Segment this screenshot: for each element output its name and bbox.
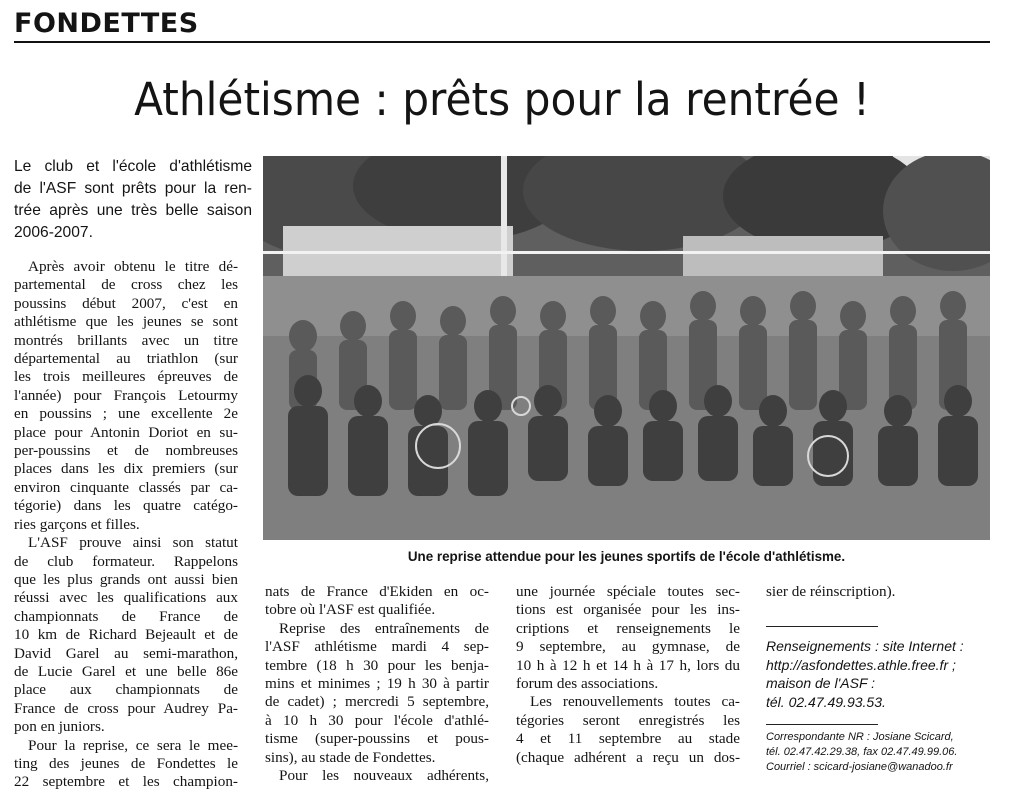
lead-line: trée après une très belle saison <box>14 202 252 219</box>
contact-line: Correspondante NR : Josiane Scicard, <box>766 731 954 743</box>
text-line: L'ASF prouve ainsi son statut <box>28 534 238 552</box>
text-line: (chaque adhérent a reçu un dos- <box>516 748 740 766</box>
text-line: championnats de France de <box>14 607 238 625</box>
text-line: Après avoir obtenu le titre dé- <box>28 258 238 275</box>
text-line: partemental de cross chez les <box>14 276 238 294</box>
article-headline: Athlétisme : prêts pour la rentrée ! <box>134 73 870 126</box>
photo-illustration <box>263 156 990 540</box>
text-line: montrés brillants avec un titre <box>14 331 238 349</box>
lead-line: de l'ASF sont prêts pour la ren- <box>14 180 252 197</box>
text-line: David Garel au semi-marathon, <box>14 644 238 662</box>
text-line: tembre (18 h 30 pour les benja- <box>265 656 489 674</box>
text-line: nats de France d'Ekiden en oc- <box>265 583 489 600</box>
lead-line: Le club et l'école d'athlétisme <box>14 158 252 175</box>
article-column-1 <box>14 258 238 792</box>
text-line: à 10 h 30 pour l'école d'athlé- <box>265 711 489 729</box>
text-line: tobre où l'ASF est qualifiée. <box>265 601 436 619</box>
text-line: places dans les dix premiers (sur <box>14 460 238 478</box>
article-column-3 <box>516 583 740 767</box>
text-line: tisme (super-poussins et pous- <box>265 730 489 748</box>
text-line: environ cinquante classés par ca- <box>14 478 238 496</box>
contact-line: Courriel : scicard-josiane@wanadoo.fr <box>766 761 953 773</box>
text-line: 4 et 11 septembre au stade <box>516 730 740 748</box>
text-line: forum des associations. <box>516 675 659 693</box>
text-line: poussins début 2007, c'est en <box>14 294 238 312</box>
text-line: Pour les nouveaux adhérents, <box>279 767 489 785</box>
text-line: départemental au triathlon (sur <box>14 350 238 368</box>
text-line: de club formateur. Rappelons <box>14 552 238 570</box>
text-line: de Lucie Garel et une belle 86e <box>14 662 238 680</box>
text-line: tégorie) dans les quatre catégo- <box>14 497 238 515</box>
section-title: FONDETTES <box>14 8 199 39</box>
text-line: Pour la reprise, ce sera le mee- <box>28 736 238 754</box>
contact-rule <box>766 724 878 725</box>
text-line: ting des jeunes de Fondettes le <box>14 754 238 772</box>
text-line: place aux championnats de <box>14 681 238 699</box>
group-photo <box>263 156 990 540</box>
text-line: France de cross pour Audrey Pa- <box>14 699 238 717</box>
text-line: les trois meilleures épreuves de <box>14 368 238 386</box>
text-line: réussi avec les qualifications aux <box>14 589 238 607</box>
text-line: en poussins ; une excellente 2e <box>14 405 238 423</box>
text-line: sins), au stade de Fondettes. <box>265 748 436 766</box>
section-rule <box>14 41 990 43</box>
info-line: Renseignements : site Internet : <box>766 638 964 654</box>
info-line: maison de l'ASF : <box>766 675 876 691</box>
lead-line: 2006-2007. <box>14 224 93 241</box>
info-box <box>766 637 992 711</box>
text-line: tégories seront enregistrés les <box>516 711 740 729</box>
info-link: http://asfondettes.athle.free.fr ; <box>766 656 956 673</box>
text-line: sier de réinscription). <box>766 583 896 600</box>
text-line: mins et minimes ; 19 h 30 à partir <box>265 675 489 693</box>
text-line: ries garçons et filles. <box>14 515 140 533</box>
text-line: l'année) pour François Letourmy <box>14 386 238 404</box>
text-line: 10 h à 12 h et 14 h à 17 h, lors du <box>516 656 740 674</box>
text-line: per-poussins et de nombreuses <box>14 442 238 460</box>
text-line: une journée spéciale toutes sec- <box>516 583 740 600</box>
text-line: tions est organisée pour les ins- <box>516 601 740 619</box>
text-line: que les plus grands ont aussi bien <box>14 570 238 588</box>
text-line: criptions et renseignements le <box>516 619 740 637</box>
text-line: Les renouvellements toutes ca- <box>530 693 740 711</box>
contact-line: tél. 02.47.42.29.38, fax 02.47.49.99.06. <box>766 746 958 758</box>
article-column-4 <box>766 583 990 601</box>
article-column-2 <box>265 583 489 785</box>
info-rule-top <box>766 626 878 627</box>
correspondent-contact <box>766 730 992 775</box>
text-line: 10 km de Richard Bejeault et de <box>14 626 238 644</box>
photo-caption: Une reprise attendue pour les jeunes sportifs de l'école d'athlétisme. <box>407 549 846 564</box>
text-line: l'ASF athlétisme mardi 4 sep- <box>265 638 489 656</box>
text-line: 9 septembre, au gymnase, de <box>516 638 740 656</box>
article-lead <box>14 156 252 244</box>
text-line: 22 septembre et les champion- <box>14 773 238 791</box>
text-line: de cadet) ; mercredi 5 septembre, <box>265 693 489 711</box>
info-phone: tél. 02.47.49.93.53. <box>766 693 886 710</box>
text-line: athlétisme que les jeunes se sont <box>14 313 238 331</box>
text-line: place pour Antonin Doriot en su- <box>14 423 238 441</box>
text-line: pon en juniors. <box>14 718 105 736</box>
text-line: Reprise des entraînements de <box>279 619 489 637</box>
